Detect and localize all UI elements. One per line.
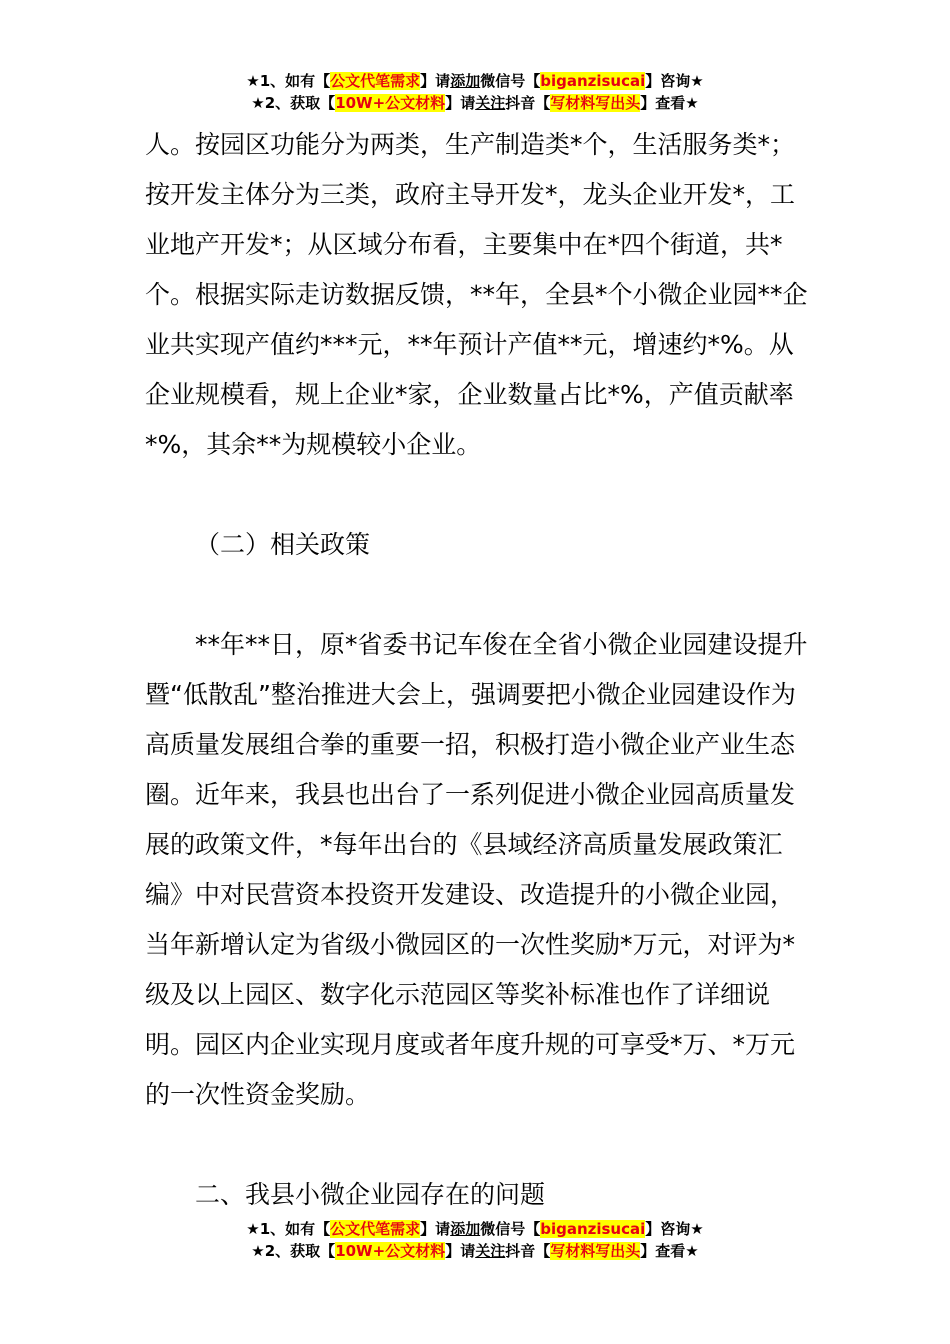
highlight-wechat-id: biganzisucai [540, 72, 646, 90]
highlight-materials: 10W+公文材料 [335, 94, 446, 112]
promo-banner-top [0, 70, 950, 114]
section-heading-policy: （二）相关政策 [195, 530, 371, 559]
paragraph-policy: **年**日，原*省委书记车俊在全省小微企业园建设提升暨“低散乱”整治推进大会上，强调要把小微企业园建设作为高质量发展组合拳的重要一招，积极打造小微企业产业生态圈。近年来，我县也出台了一系列促进小微企业园高质量发展的政策文件，*每年出台的《县域经济高质量发展政策汇编》中对民营资本投资开发建设、改造提升的小微企业园，当年新增认定为省级小微园区的一次性奖励*万元，对评为*级及以上园区、数字化示范园区等奖补标准也作了详细说明。园区内企业实现月度或者年度升规的可享受*万、*万元的一次性资金奖励。 [145, 630, 808, 1109]
section-heading-problems: 二、我县小微企业园存在的问题 [195, 1180, 546, 1209]
highlight-douyin-account: 写材料写出头 [550, 94, 641, 112]
highlight-materials: 10W+公文材料 [335, 1242, 446, 1260]
paragraph-park-overview: 人。按园区功能分为两类，生产制造类*个，生活服务类*；按开发主体分为三类，政府主导开发*，龙头企业开发*，工业地产开发*；从区域分布看，主要集中在*四个街道，共*个。根据实际走访数据反馈，**年，全县*个小微企业园**企业共实现产值约***元，**年预计产值**元，增速约*%。从企业规模看，规上企业*家，企业数量占比*%，产值贡献率*%，其余**为规模较小企业。 [145, 130, 808, 459]
highlight-service: 公文代笔需求 [330, 1220, 421, 1238]
promo-line-1: ★1、如有【公文代笔需求】请添加微信号【biganzisucai】咨询★ [246, 1220, 704, 1238]
highlight-service: 公文代笔需求 [330, 72, 421, 90]
highlight-douyin-account: 写材料写出头 [550, 1242, 641, 1260]
promo-line-2: ★2、获取【10W+公文材料】请关注抖音【写材料写出头】查看★ [251, 94, 699, 112]
promo-line-2: ★2、获取【10W+公文材料】请关注抖音【写材料写出头】查看★ [251, 1242, 699, 1260]
highlight-wechat-id: biganzisucai [540, 1220, 646, 1238]
promo-line-1: ★1、如有【公文代笔需求】请添加微信号【biganzisucai】咨询★ [246, 72, 704, 90]
promo-banner-bottom [0, 1218, 950, 1262]
document-body [145, 120, 815, 1220]
